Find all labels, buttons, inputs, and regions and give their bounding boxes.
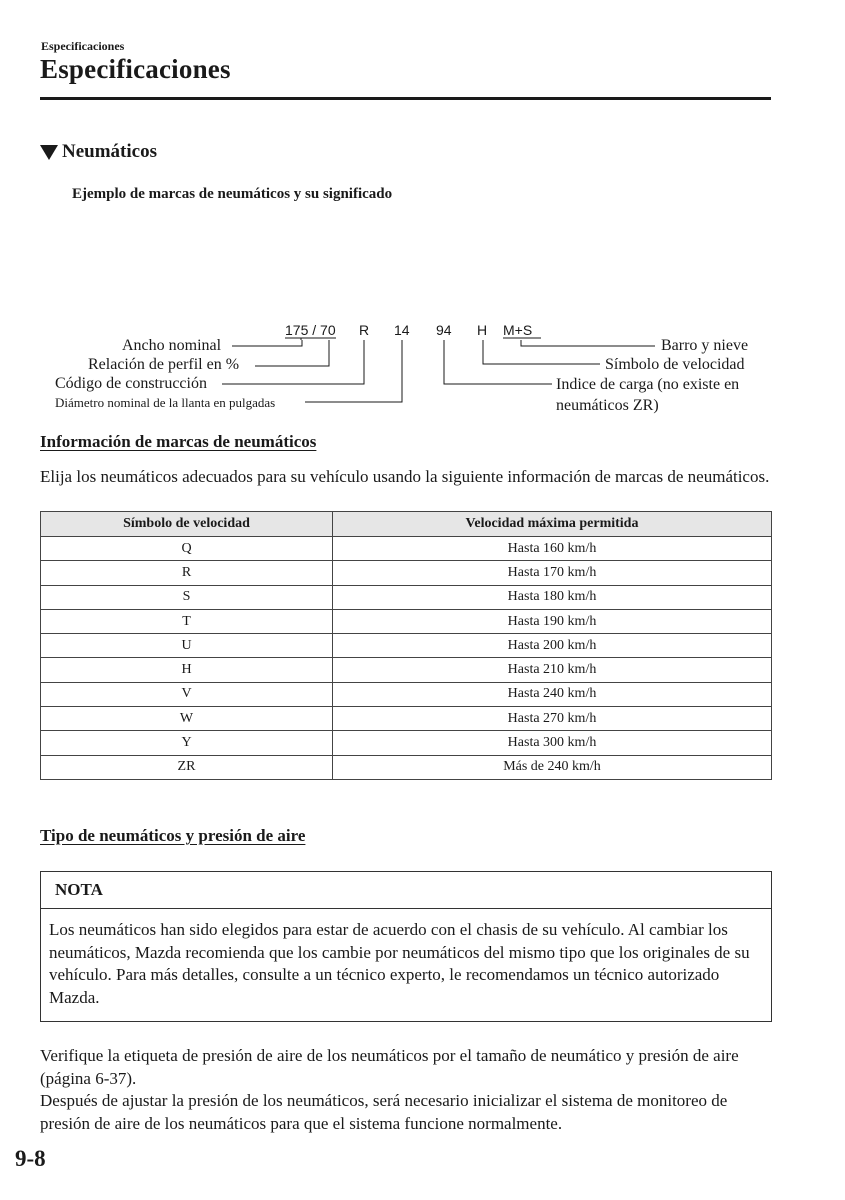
table-row	[41, 755, 772, 779]
table-cell: T	[41, 609, 333, 633]
label-relacion: Relación de perfil en %	[88, 356, 240, 373]
pressure-paragraph-1: Verifique la etiqueta de presión de aire de los neumáticos por el tamaño de neumático y presión de aire (página 6-37).	[40, 1046, 739, 1088]
section-heading-neumaticos	[40, 141, 157, 163]
section-heading-text: Neumáticos	[62, 141, 157, 162]
table-cell: Hasta 170 km/h	[333, 561, 772, 585]
table-cell: R	[41, 561, 333, 585]
table-row	[41, 731, 772, 755]
table-cell: Hasta 270 km/h	[333, 707, 772, 731]
label-diametro: Diámetro nominal de la llanta en pulgadas	[55, 395, 276, 410]
page-number: 9-8	[15, 1146, 46, 1171]
label-codigo: Código de construcción	[55, 375, 207, 392]
table-cell: ZR	[41, 755, 333, 779]
code-width-ratio: 175 / 70	[285, 322, 336, 338]
table-row	[41, 707, 772, 731]
pressure-paragraph-2: Después de ajustar la presión de los neumáticos, será necesario inicializar el sistema de monitoreo de presión de aire de los neumáticos para que el sistema funcione normalmente.	[40, 1091, 728, 1133]
table-row	[41, 561, 772, 585]
table-cell: Hasta 300 km/h	[333, 731, 772, 755]
table-row	[41, 537, 772, 561]
table-cell: V	[41, 682, 333, 706]
note-text: Los neumáticos han sido elegidos para estar de acuerdo con el chasis de su vehículo. Al cambiar los neumáticos, Mazda recomienda que los cambie por neumáticos del mismo tipo que los originales de su vehículo. Para más detalles, consulte a un técnico experto, le recomendamos un técnico autorizado Mazda.	[49, 920, 750, 1007]
table-cell: Q	[41, 537, 333, 561]
table-cell: Más de 240 km/h	[333, 755, 772, 779]
code-diameter: 14	[394, 322, 410, 338]
table-cell: U	[41, 634, 333, 658]
example-title: Ejemplo de marcas de neumáticos y su significado	[72, 186, 393, 202]
table-cell: W	[41, 707, 333, 731]
code-construction: R	[359, 322, 370, 338]
triangle-bullet-icon	[40, 145, 58, 160]
code-speed: H	[477, 322, 488, 338]
label-simbolo: Símbolo de velocidad	[605, 356, 745, 373]
page-title: Especificaciones	[40, 54, 231, 84]
label-barro: Barro y nieve	[661, 337, 749, 354]
code-ms: M+S	[503, 322, 533, 338]
label-indice-1: Indice de carga (no existe en	[556, 376, 740, 393]
table-row	[41, 609, 772, 633]
info-heading: Información de marcas de neumáticos	[40, 432, 317, 451]
note-title: NOTA	[41, 872, 771, 909]
tipo-heading: Tipo de neumáticos y presión de aire	[40, 826, 306, 845]
label-ancho: Ancho nominal	[122, 337, 222, 354]
header-velocidad: Velocidad máxima permitida	[333, 512, 772, 537]
running-header: Especificaciones	[41, 39, 125, 53]
table-header-row	[41, 512, 772, 537]
header-simbolo: Símbolo de velocidad	[41, 512, 333, 537]
speed-table	[40, 511, 772, 780]
tire-marking-diagram	[0, 300, 845, 430]
table-cell: H	[41, 658, 333, 682]
table-row	[41, 634, 772, 658]
table-cell: Hasta 160 km/h	[333, 537, 772, 561]
table-cell: Hasta 180 km/h	[333, 585, 772, 609]
table-cell: S	[41, 585, 333, 609]
code-load: 94	[436, 322, 452, 338]
info-paragraph: Elija los neumáticos adecuados para su vehículo usando la siguiente información de marcas de neumáticos.	[40, 467, 770, 486]
note-box	[40, 871, 772, 1022]
table-cell: Hasta 190 km/h	[333, 609, 772, 633]
table-row	[41, 658, 772, 682]
table-cell: Hasta 210 km/h	[333, 658, 772, 682]
table-cell: Hasta 240 km/h	[333, 682, 772, 706]
table-cell: Y	[41, 731, 333, 755]
table-cell: Hasta 200 km/h	[333, 634, 772, 658]
label-indice-2: neumáticos ZR)	[556, 397, 659, 414]
table-row	[41, 682, 772, 706]
title-rule	[40, 97, 771, 100]
table-row	[41, 585, 772, 609]
